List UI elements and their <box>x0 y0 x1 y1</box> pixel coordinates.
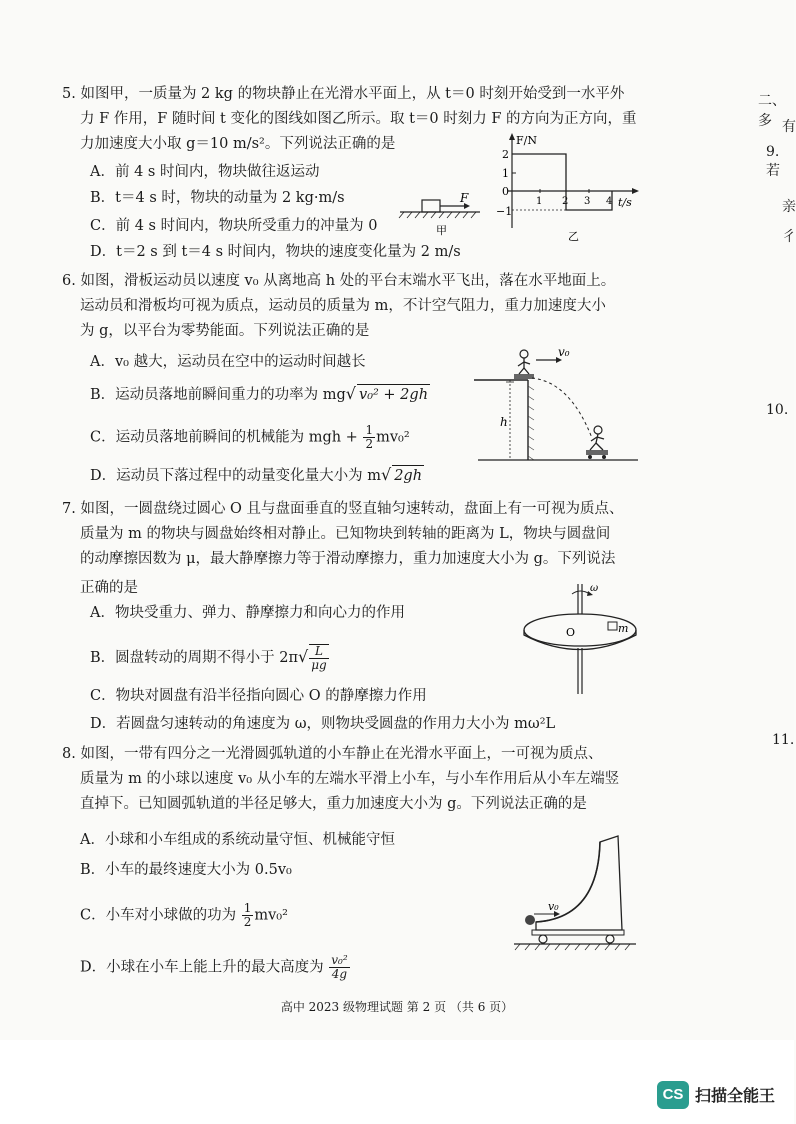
graph-ylabel: F/N <box>516 134 537 147</box>
q7-fig-omega: ω <box>590 583 599 594</box>
q5-option-b: B．t＝4 s 时，物块的动量为 2 kg·m/s <box>90 190 345 206</box>
q8-cart-figure <box>510 830 640 960</box>
force-label: F <box>460 191 469 205</box>
q6-c-fraction: $\frac{1}{2}$ <box>365 423 374 451</box>
fig-jia-caption: 甲 <box>436 224 447 237</box>
q8-option-d <box>80 954 351 981</box>
q6-skateboard-figure <box>470 342 645 467</box>
q6-d-radicand: 2gh <box>392 465 424 486</box>
q8-line1: 8. 如图，一带有四分之一光滑圆弧轨道的小车静止在光滑水平面上，一可视为质点、 <box>62 746 603 762</box>
right-fragment-1: 有 <box>782 119 796 135</box>
graph-xlabel: t/s <box>618 196 632 209</box>
q8-option-b: B．小车的最终速度大小为 0.5v₀ <box>80 862 292 878</box>
q7-b-fraction: $\frac{L}{\mu g}$ <box>311 644 327 672</box>
q7-fig-o: O <box>566 626 576 639</box>
q8-c-fraction: $\frac{1}{2}$ <box>243 901 252 929</box>
q7-option-d: D．若圆盘匀速转动的角速度为 ω，则物块受圆盘的作用力大小为 mω²L <box>90 716 556 732</box>
fig-yi-caption: 乙 <box>568 230 579 243</box>
q6-line3: 为 g，以平台为零势能面。下列说法正确的是 <box>80 323 370 339</box>
q8-d-fraction: $\frac{\text{v₀²}}{4g}$ <box>331 953 348 981</box>
xtick-3: 3 <box>584 196 591 207</box>
ytick-2: 2 <box>502 148 509 161</box>
q8-c-text: C．小车对小球做的功为 <box>80 907 237 924</box>
q5-option-d: D．t＝2 s 到 t＝4 s 时间内，物块的速度变化量为 2 m/s <box>90 244 461 260</box>
q8-line3: 直掉下。已知圆弧轨道的半径足够大，重力加速度大小为 g。下列说法正确的是 <box>80 796 587 812</box>
camscanner-label: 扫描全能王 <box>695 1086 776 1105</box>
q6-option-a: A．v₀ 越大，运动员在空中的运动时间越长 <box>90 354 366 370</box>
q8-option-a: A．小球和小车组成的系统动量守恒、机械能守恒 <box>80 832 395 848</box>
q6-line1: 6. 如图，滑板运动员以速度 v₀ 从离地高 h 处的平台末端水平飞出，落在水平地面上。 <box>62 273 616 289</box>
right-q10: 10. <box>766 402 789 418</box>
q7-option-c: C．物块对圆盘有沿半径指向圆心 O 的静摩擦力作用 <box>90 688 427 704</box>
q6-d-text: D．运动员下落过程中的动量变化量大小为 m <box>90 468 381 484</box>
q5-option-c: C．前 4 s 时间内，物块所受重力的冲量为 0 <box>90 218 378 234</box>
q7-disc-figure <box>520 582 650 697</box>
q6-fig-v0: v₀ <box>558 345 570 359</box>
q7-line4: 正确的是 <box>80 580 138 596</box>
q7-fig-m: m <box>618 622 629 635</box>
q6-fig-h: h <box>500 415 508 429</box>
q7-line2: 质量为 m 的物块与圆盘始终相对静止。已知物块到转轴的距离为 L，物块与圆盘间 <box>80 526 611 542</box>
q6-b-text: B．运动员落地前瞬间重力的功率为 mg <box>90 387 346 403</box>
q8-c-post: mv₀² <box>254 907 288 924</box>
q7-option-b: B．圆盘转动的周期不得小于 2π√ $\frac{L}{\mu g}$ <box>90 644 327 672</box>
q6-option-d: D．运动员下落过程中的动量变化量大小为 m√ 2gh <box>90 465 423 484</box>
q6-option-b: B．运动员落地前瞬间重力的功率为 mg√ v₀² + 2gh <box>90 384 429 403</box>
q8-line2: 质量为 m 的小球以速度 v₀ 从小车的左端水平滑上小车，与小车作用后从小车左端竖 <box>80 771 620 787</box>
ytick-neg1: −1 <box>496 205 513 218</box>
xtick-4: 4 <box>606 196 613 207</box>
ytick-1: 1 <box>502 167 509 180</box>
q5-force-time-graph <box>498 130 648 245</box>
q5-line1: 5. 如图甲，一质量为 2 kg 的物块静止在光滑水平面上，从 t＝0 时刻开始受到一水平外 <box>62 86 625 102</box>
q8-d-text: D．小球在小车上能上升的最大高度为 <box>80 959 324 976</box>
q7-line1: 7. 如图，一圆盘绕过圆心 O 且与盘面垂直的竖直轴匀速转动，盘面上有一可视为质点、 <box>62 501 624 517</box>
q8-fig-v0: v₀ <box>548 900 559 913</box>
q5-figure-jia <box>398 190 488 240</box>
q7-option-a: A．物块受重力、弹力、静摩擦力和向心力的作用 <box>90 605 405 621</box>
q6-b-radicand: v₀² + 2gh <box>357 384 430 405</box>
right-fragment-3: 彳 <box>782 229 796 245</box>
ytick-0: 0 <box>502 185 509 198</box>
right-q11: 11. <box>772 732 795 748</box>
xtick-1: 1 <box>536 196 543 207</box>
q8-option-c <box>80 902 288 929</box>
q5-line2: 力 F 作用，F 随时间 t 变化的图线如图乙所示。取 t＝0 时刻力 F 的方向为正方向，重 <box>80 111 637 127</box>
q6-option-c <box>90 424 410 451</box>
right-fragment-2: 亲 <box>782 199 796 215</box>
q7-b-text: B．圆盘转动的周期不得小于 2π <box>90 650 299 666</box>
q6-line2: 运动员和滑板均可视为质点，运动员的质量为 m，不计空气阻力，重力加速度大小 <box>80 298 606 314</box>
q6-c-post: mv₀² <box>376 429 410 446</box>
q5-option-a: A．前 4 s 时间内，物块做往返运动 <box>90 164 320 180</box>
right-section-heading: 二、多 <box>758 93 786 129</box>
page-footer: 高中 2023 级物理试题 第 2 页 （共 6 页） <box>280 1000 514 1014</box>
xtick-2: 2 <box>562 196 569 207</box>
q7-line3: 的动摩擦因数为 μ，最大静摩擦力等于滑动摩擦力，重力加速度大小为 g。下列说法 <box>80 551 616 567</box>
q5-line3: 力加速度大小取 g＝10 m/s²。下列说法正确的是 <box>80 136 396 152</box>
camscanner-logo-icon: CS <box>657 1081 689 1109</box>
right-q9: 9. 若 <box>766 144 780 179</box>
q6-c-text: C．运动员落地前瞬间的机械能为 mgh + <box>90 429 358 446</box>
